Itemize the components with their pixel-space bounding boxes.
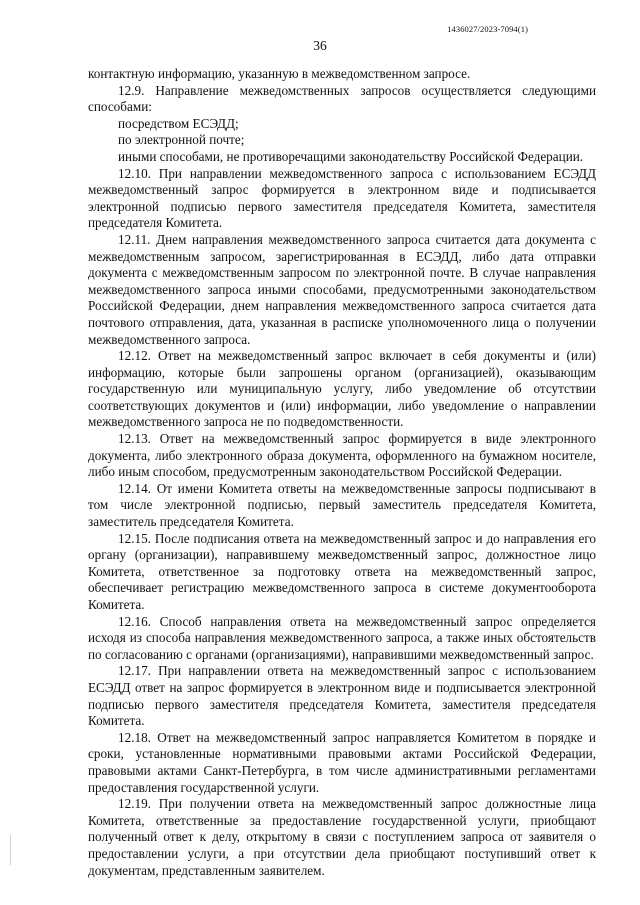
paragraph-12-14: 12.14. От имени Комитета ответы на межведомственные запросы подписывают в том числе электронной подписью, первый заместитель председателя Комитета, заместитель председателя Комитета.	[88, 480, 596, 530]
list-item-other-methods: иными способами, не противоречащими законодательству Российской Федерации.	[118, 148, 584, 164]
document-body	[88, 66, 596, 879]
paragraph-12-10: 12.10. При направлении межведомственного запроса с использованием ЕСЭДД межведомственный запрос формируется в электронном виде и подписывается электронной подписью первого заместителя председателя Комитета, заместителя председателя Комитета.	[88, 165, 596, 231]
paragraph-12-9: 12.9. Направление межведомственных запросов осуществляется следующими способами:	[88, 82, 596, 115]
paragraph-12-16: 12.16. Способ направления ответа на межведомственный запрос определяется исходя из способа направления межведомственного запроса, а также иных обстоятельств по согласованию с органами (организациями), направившими межведомственный запрос.	[88, 613, 596, 662]
paragraph-12-19: 12.19. При получении ответа на межведомственный запрос должностные лица Комитета, ответственные за предоставление государственной услуги, приобщают полученный ответ к делу, открытому в связи с поступлением запроса от заявителя о предоставлении услуги, а при отсутствии дела приобщают поступивший ответ к документам, представленным заявителем.	[88, 796, 596, 878]
document-reference-number: 1436027/2023-7094(1)	[447, 24, 528, 34]
scan-edge-mark	[10, 835, 11, 865]
paragraph-12-17: 12.17. При направлении ответа на межведомственный запрос с использованием ЕСЭДД ответ на запрос формируется в электронном виде и подписывается электронной подписью первого заместителя председателя Комитета, заместителя председателя Комитета.	[88, 663, 596, 729]
paragraph-12-13: 12.13. Ответ на межведомственный запрос формируется в виде электронного документа, либо электронного образа документа, оформленного на бумажном носителе, либо иным способом, предусмотренным законодательством Российской Федерации.	[88, 431, 596, 480]
page-number: 36	[313, 38, 327, 53]
paragraph-12-15: 12.15. После подписания ответа на межведомственный запрос и до направления его органу (организации), направившему межведомственный запрос, должностное лицо Комитета, ответственное за подготовку ответа на межведомственный запрос, обеспечивает регистрацию межведомственного запроса в системе документооборота Комитета.	[88, 530, 596, 612]
list-item-esedd: посредством ЕСЭДД;	[118, 115, 239, 131]
paragraph-12-11: 12.11. Днем направления межведомственного запроса считается дата документа с межведомственным запросом, зарегистрированная в ЕСЭДД, либо дата отправки документа с межведомственным запросом по электронной почте. В случае направления межведомственного запроса иными способами, предусмотренными законодательством Российской Федерации, днем направления межведомственного запроса считается дата почтового отправления, дата, указанная в расписке уполномоченного лица о получении межведомственного запроса.	[88, 231, 596, 347]
paragraph-12-12: 12.12. Ответ на межведомственный запрос включает в себя документы и (или) информацию, которые были запрошены органом (организацией), оказывающим государственную или муниципальную услугу, либо уведомление об отсутствии соответствующих документов и (или) информации, либо уведомление о направлении межведомственного запроса не по подведомственности.	[88, 348, 596, 430]
list-item-email: по электронной почте;	[118, 132, 245, 148]
paragraph-continuation: контактную информацию, указанную в межведомственном запросе.	[88, 66, 471, 81]
paragraph-12-18: 12.18. Ответ на межведомственный запрос направляется Комитетом в порядке и сроки, установленные нормативными правовыми актами Российской Федерации, правовыми актами Санкт-Петербурга, в том числе административными регламентами предоставления государственной услуги.	[88, 729, 596, 795]
